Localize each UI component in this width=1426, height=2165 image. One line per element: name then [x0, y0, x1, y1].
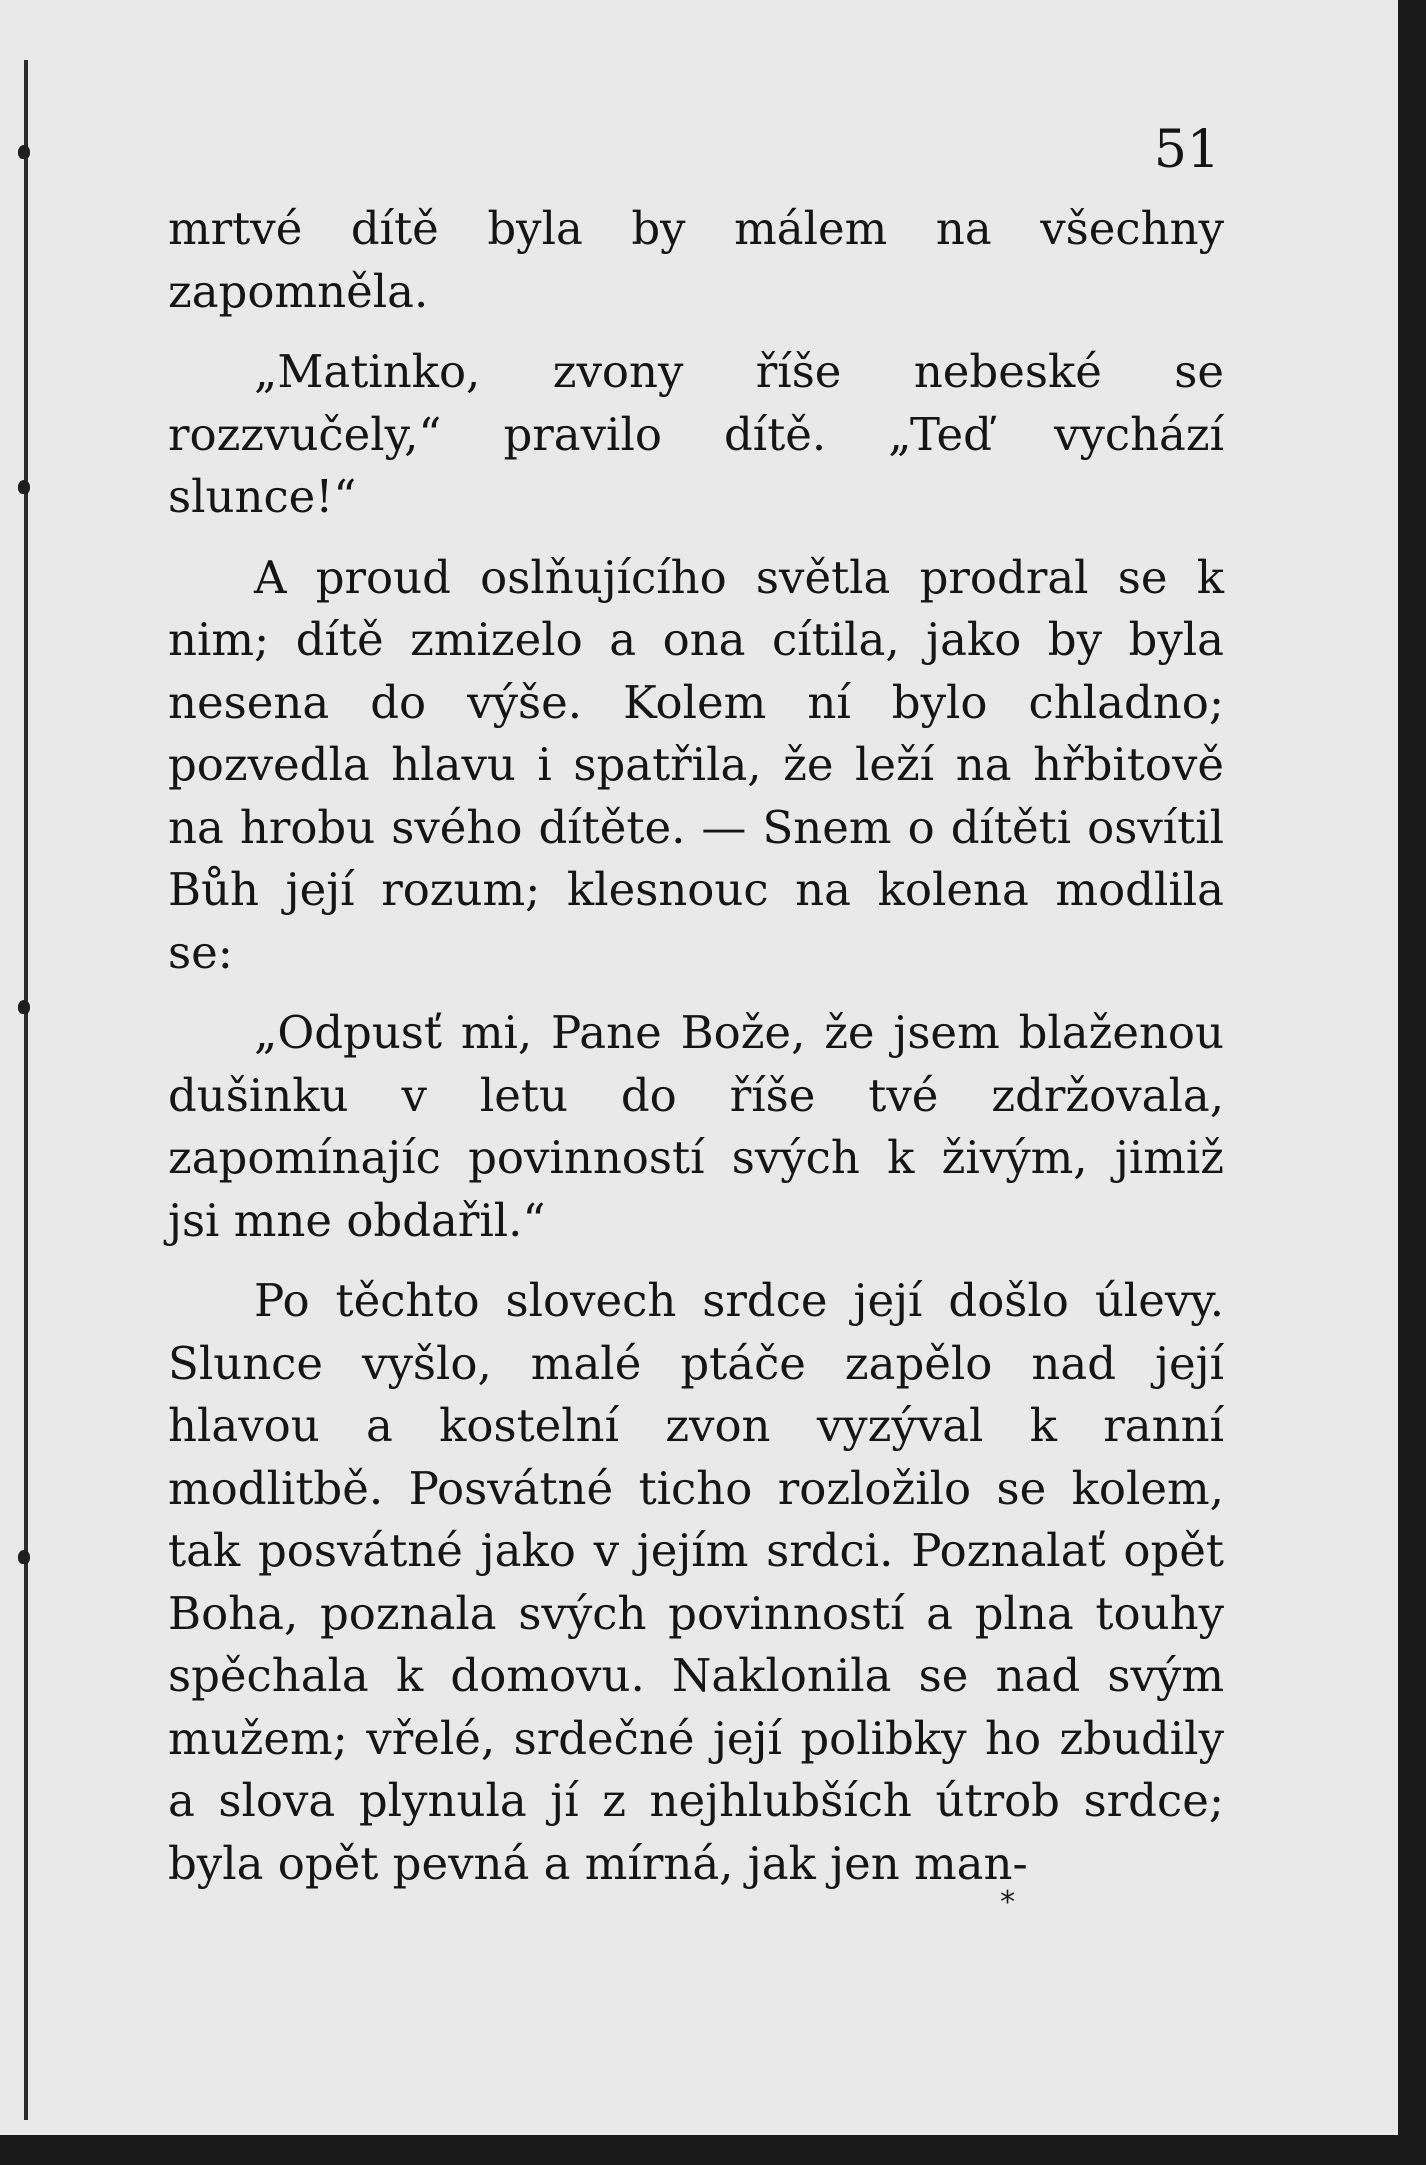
binding-edge: [24, 60, 28, 2120]
page-number: 51: [1153, 120, 1220, 180]
paragraph: A proud oslňujícího světla prodral se k nim; dítě zmizelo a ona cítila, jako by byla nesena do výše. Kolem ní bylo chladno; pozvedla hlavu i spatřila, že leží na hřbitově na hrobu svého dítěte. — Snem o dítěti osvítil Bůh její rozum; klesnouc na kolena modlila se:: [168, 550, 1224, 979]
signature-mark: *: [1000, 1885, 1015, 1920]
body-text: [168, 198, 1224, 1913]
paragraph: „Odpusť mi, Pane Bože, že jsem blaženou dušinku v letu do říše tvé zdržovala, zapomínajíc povinností svých k živým, jimiž jsi mne obdařil.“: [168, 1006, 1224, 1247]
paragraph: „Matinko, zvony říše nebeské se rozzvučely,“ pravilo dítě. „Teď vychází slunce!“: [168, 345, 1224, 523]
binding-mark: [18, 1550, 30, 1564]
binding-mark: [18, 480, 30, 494]
paragraph: mrtvé dítě byla by málem na všechny zapomněla.: [168, 202, 1224, 318]
binding-mark: [18, 145, 30, 159]
binding-mark: [18, 1000, 30, 1014]
paragraph: Po těchto slovech srdce její došlo úlevy. Slunce vyšlo, malé ptáče zapělo nad její hlavou a kostelní zvon vyzýval k ranní modlitbě. Posvátné ticho rozložilo se kolem, tak posvátné jako v jejím srdci. Poznalať opět Boha, poznala svých povinností a plna touhy spěchala k domovu. Naklonila se nad svým mužem; vřelé, srdečné její polibky ho zbudily a slova plynula jí z nejhlubších útrob srdce; byla opět pevná a mírná, jak jen man-: [168, 1274, 1224, 1890]
